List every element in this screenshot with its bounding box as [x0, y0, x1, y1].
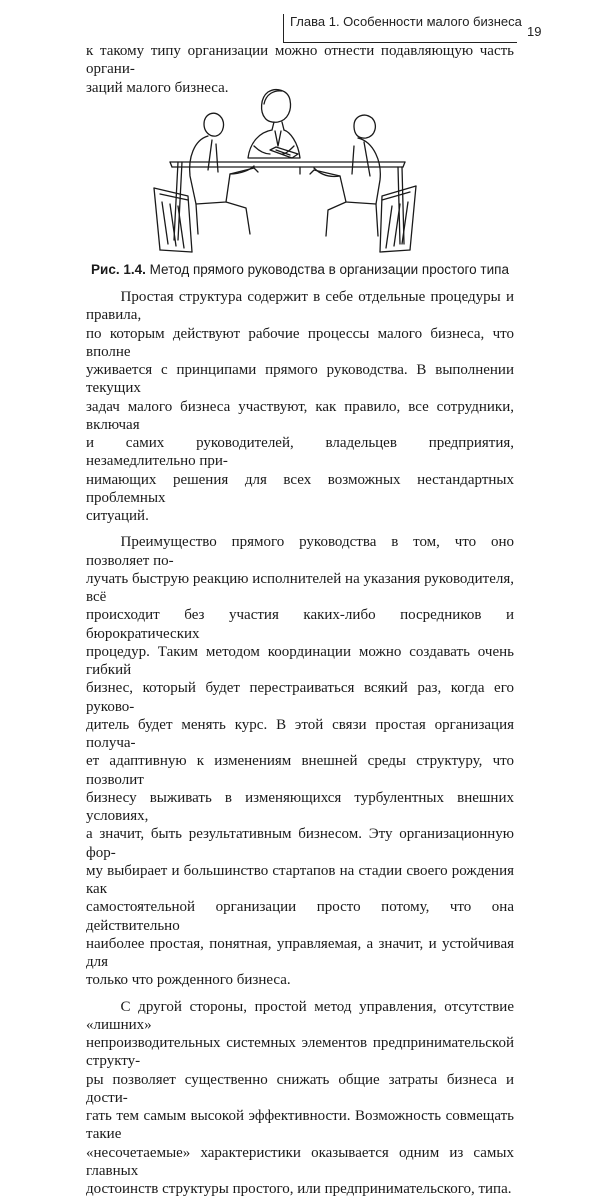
text-line: ры позволяет существенно снижать общие затраты бизнеса и дости-	[86, 1071, 514, 1108]
left-seated-person	[190, 113, 258, 234]
text-line: гать тем самым высокой эффективности. Возможность совмещать такие	[86, 1107, 514, 1144]
manager-figure	[248, 90, 300, 158]
text-line: дитель будет менять курс. В этой связи простая организация получа-	[86, 716, 514, 753]
text-line: по которым действуют рабочие процессы малого бизнеса, что вполне	[86, 325, 514, 362]
left-chair	[154, 188, 192, 252]
text-line: бизнес, который будет перестраиваться всякий раз, когда его руково-	[86, 679, 514, 716]
text-line: «несочетаемые» характеристики оказывается одним из самых главных	[86, 1144, 514, 1181]
text-line: процедур. Таким методом координации можно создавать очень гибкий	[86, 643, 514, 680]
running-head-title: Глава 1. Особенности малого бизнеса	[290, 14, 522, 29]
text-line: непроизводительных системных элементов предпринимательской структу-	[86, 1034, 514, 1071]
text-line: бизнесу выживать в изменяющихся турбулентных внешних условиях,	[86, 789, 514, 826]
text-line: Простая структура содержит в себе отдельные процедуры и правила,	[86, 288, 514, 325]
text-line: самостоятельной организации просто потому, что она действительно	[86, 898, 514, 935]
text-line: достоинств структуры простого, или предпринимательского, типа.	[86, 1180, 514, 1198]
intro-line: к такому типу организации можно отнести подавляющую часть органи-	[86, 42, 514, 79]
text-line: происходит без участия каких-либо посредников и бюрократических	[86, 606, 514, 643]
figure-label: Рис. 1.4.	[91, 262, 146, 277]
text-line: ситуаций.	[86, 507, 514, 525]
right-seated-person	[310, 115, 380, 236]
intro-line: заций малого бизнеса.	[86, 79, 514, 97]
text-line: Преимущество прямого руководства в том, что оно позволяет по-	[86, 533, 514, 570]
paragraph	[86, 288, 514, 525]
text-line: му выбирает и большинство стартапов на стадии своего рождения как	[86, 862, 514, 899]
figure-illustration	[150, 84, 420, 263]
text-line: уживается с принципами прямого руководства. В выполнении текущих	[86, 361, 514, 398]
text-line: и самих руководителей, владельцев предприятия, незамедлительно при-	[86, 434, 514, 471]
paragraph	[86, 998, 514, 1198]
text-line: лучать быструю реакцию исполнителей на указания руководителя, всё	[86, 570, 514, 607]
text-line: нимающих решения для всех возможных нестандартных проблемных	[86, 471, 514, 508]
page-number: 19	[527, 24, 541, 39]
right-chair	[380, 186, 416, 252]
figure-title: Метод прямого руководства в организации простого типа	[150, 262, 509, 277]
text-line: задач малого бизнеса участвуют, как правило, все сотрудники, включая	[86, 398, 514, 435]
body-text	[86, 288, 514, 1198]
paragraph	[86, 533, 514, 989]
text-line: ет адаптивную к изменениям внешней среды структуру, что позволит	[86, 752, 514, 789]
text-line: наиболее простая, понятная, управляемая, а значит, и устойчивая для	[86, 935, 514, 972]
text-line: а значит, быть результативным бизнесом. Эту организационную фор-	[86, 825, 514, 862]
text-line: только что рожденного бизнеса.	[86, 971, 514, 989]
figure-caption	[86, 262, 514, 277]
text-line: С другой стороны, простой метод управления, отсутствие «лишних»	[86, 998, 514, 1035]
